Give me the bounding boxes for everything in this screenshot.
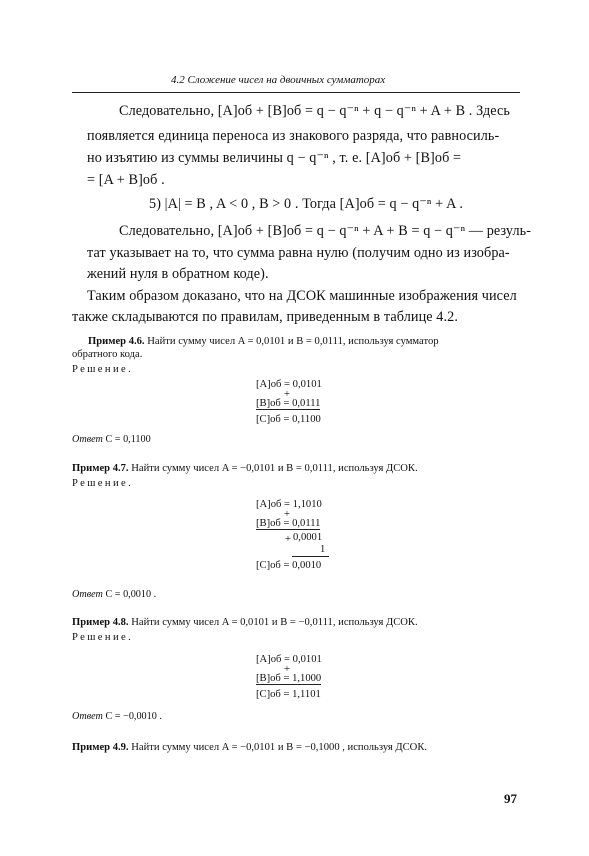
- calc-4-8-row-b: [B]об = 1,1000: [256, 673, 322, 684]
- example-text: Найти сумму чисел A = 0,0101 и B = −0,0111, используя ДСОК.: [131, 617, 418, 628]
- calc-4-6-row-c: [C]об = 0,1100: [256, 414, 321, 425]
- example-4-6-statement-cont: обратного кода.: [72, 349, 143, 360]
- example-text: Найти сумму чисел A = −0,0101 и B = −0,1000 , используя ДСОК.: [131, 742, 428, 753]
- answer-label: Ответ: [72, 589, 103, 600]
- body-line-4: = [A + B]об .: [87, 172, 165, 188]
- example-4-7-answer: [72, 589, 156, 600]
- calc-4-7-row-a: [A]об = 1,1010: [256, 499, 322, 510]
- example-4-8-solution-label: Решение.: [72, 632, 134, 643]
- running-header: 4.2 Сложение чисел на двоичных сумматорах: [171, 74, 386, 86]
- calc-4-8-row-a: [A]об = 0,0101: [256, 654, 322, 665]
- calc-4-6-row-a: [A]об = 0,0101: [256, 379, 322, 390]
- body-line-10: также складываются по правилам, приведенным в таблице 4.2.: [72, 309, 458, 325]
- sum-rule: [292, 556, 329, 557]
- example-4-7-statement: [72, 463, 418, 474]
- example-label: Пример 4.6.: [88, 336, 145, 347]
- calc-4-6-row-b: [B]об = 0,0111: [256, 398, 321, 409]
- calc-4-8-row-c: [C]об = 1,1101: [256, 689, 321, 700]
- answer-value: C = 0,0010 .: [105, 589, 157, 600]
- calc-4-7-row-c: [C]об = 0,0010: [256, 560, 322, 571]
- page-number: 97: [504, 791, 517, 806]
- example-label: Пример 4.9.: [72, 742, 129, 753]
- body-line-8: жений нуля в обратном коде).: [87, 266, 269, 282]
- example-4-8-statement: [72, 617, 418, 628]
- example-text: Найти сумму чисел A = −0,0101 и B = 0,0111, используя ДСОК.: [131, 463, 418, 474]
- case-5-formula: 5) |A| = B , A < 0 , B > 0 . Тогда [A]об = q − q⁻ⁿ + A .: [149, 196, 463, 212]
- plus-sign: +: [284, 389, 290, 400]
- body-line-2: появляется единица переноса из знакового разряда, что равносиль-: [87, 128, 500, 144]
- calc-4-7-carry: 1: [320, 544, 326, 555]
- answer-label: Ответ: [72, 434, 103, 445]
- answer-value: C = −0,0010 .: [105, 711, 162, 722]
- plus-sign: +: [284, 664, 290, 675]
- calc-4-7-row-b: [B]об = 0,0111: [256, 518, 321, 529]
- body-line-9: Таким образом доказано, что на ДСОК машинные изображения чисел: [87, 288, 517, 304]
- example-label: Пример 4.7.: [72, 463, 129, 474]
- example-text: Найти сумму чисел A = 0,0101 и B = 0,0111, используя сумматор: [147, 336, 439, 347]
- body-line-7: тат указывает на то, что сумма равна нулю (получим одно из изобра-: [87, 245, 510, 261]
- example-4-7-solution-label: Решение.: [72, 478, 134, 489]
- body-line-1: Следовательно, [A]об + [B]об = q − q⁻ⁿ + q − q⁻ⁿ + A + B . Здесь: [119, 103, 510, 119]
- plus-sign: +: [284, 509, 290, 520]
- body-line-3: но изъятию из суммы величины q − q⁻ⁿ , т. е. [A]об + [B]об =: [87, 150, 462, 166]
- example-4-8-answer: [72, 711, 162, 722]
- example-4-9-statement: [72, 742, 427, 753]
- header-rule: [72, 92, 520, 93]
- example-4-6-statement: [88, 336, 439, 347]
- calc-4-7-row-partial: 0,0001: [293, 532, 323, 543]
- example-4-6-answer: [72, 434, 151, 445]
- example-4-6-solution-label: Решение.: [72, 364, 134, 375]
- body-line-6: Следовательно, [A]об + [B]об = q − q⁻ⁿ + A + B = q − q⁻ⁿ — резуль-: [119, 223, 532, 239]
- example-label: Пример 4.8.: [72, 617, 129, 628]
- answer-value: C = 0,1100: [105, 434, 151, 445]
- carry-plus-sign: +: [285, 534, 291, 545]
- answer-label: Ответ: [72, 711, 103, 722]
